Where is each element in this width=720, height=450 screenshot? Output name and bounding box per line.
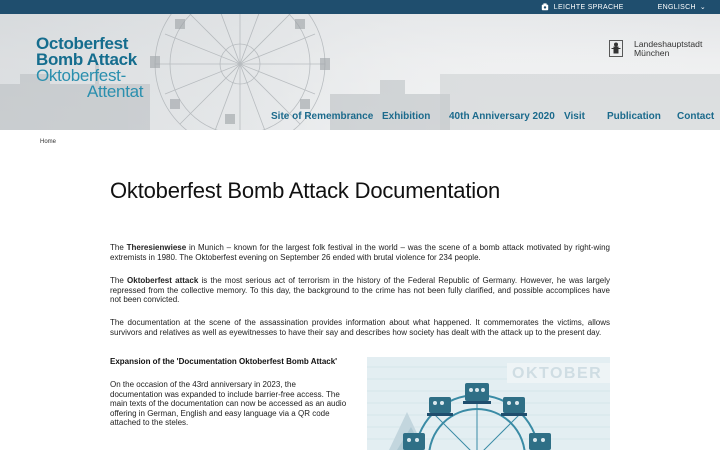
nav-site-of-remembrance[interactable]: Site of Remembrance [271,111,374,122]
logo-title-de-1: Oktoberfest- [36,66,126,85]
chevron-down-icon: ⌄ [699,4,706,11]
intro-paragraph [110,243,610,262]
main-navigation [0,111,720,125]
city-name-line2: München [634,48,670,58]
page-title: Oktoberfest Bomb Attack Documentation [110,178,501,203]
p1-text-a: The [110,243,127,252]
p2-bold-term: Oktoberfest attack [127,276,199,285]
p1-text-c: in Munich – known for the largest folk festival in the world – was the scene of a bomb attack motivated by right-wing extremists in 1980. The Oktoberfest evening on September 26 ended with brutal violence for 234 people. [110,243,610,262]
breadcrumb-home-link[interactable]: Home [40,139,57,145]
p2-text-a: The [110,276,128,285]
expansion-paragraph: On the occasion of the 43rd anniversary in 2023, the documentation was expanded to include barrier-free access. The main texts of the documentation can now be accessed as an audio offering in German, English and easy language via a QR code attached to the steles. [110,380,347,427]
nav-visit[interactable]: Visit [564,111,585,122]
illustration-svg [367,357,610,450]
illustration-banner-text: OKTOBER [512,365,603,382]
logo-title-de-2: Attentat [87,82,144,101]
nav-publication[interactable]: Publication [607,111,661,122]
nav-exhibition[interactable]: Exhibition [382,111,431,122]
language-selector[interactable] [658,3,706,11]
breadcrumb [40,139,56,145]
site-header [0,14,720,130]
attack-paragraph [110,276,610,305]
documentation-paragraph: The documentation at the scene of the assassination provides information about what happened. It commemorates the victims, allows survivors and relatives as well as eyewitnesses to have their say and describes how society has dealt with the attack up to the present day. [110,318,610,337]
easy-language-label: LEICHTE SPRACHE [553,3,624,11]
site-logo[interactable] [36,36,143,100]
easy-language-link[interactable] [541,3,624,11]
city-logo[interactable] [609,40,702,58]
ferris-wheel-illustration [367,357,610,450]
p2-text-c: is the most serious act of terrorism in the history of the Federal Republic of Germany. However, he was largely repressed from the collective memory. To this day, the background to the crime has not been fully clarified, and possible accomplices have not been convicted. [110,276,610,304]
utility-bar [0,0,720,14]
easy-language-icon [541,3,549,11]
nav-40th-anniversary[interactable]: 40th Anniversary 2020 [449,111,555,122]
city-name-line1: Landeshauptstadt [634,39,703,49]
language-label: ENGLISCH [657,3,696,11]
logo-title-en-1: Octoberfest [36,34,129,53]
p1-bold-term: Theresienwiese [126,243,187,252]
munich-crest-icon [609,40,623,57]
nav-contact[interactable]: Contact [677,111,715,122]
expansion-heading: Expansion of the 'Documentation Oktoberfest Bomb Attack' [110,357,338,366]
logo-title-en-2: Bomb Attack [36,50,137,69]
